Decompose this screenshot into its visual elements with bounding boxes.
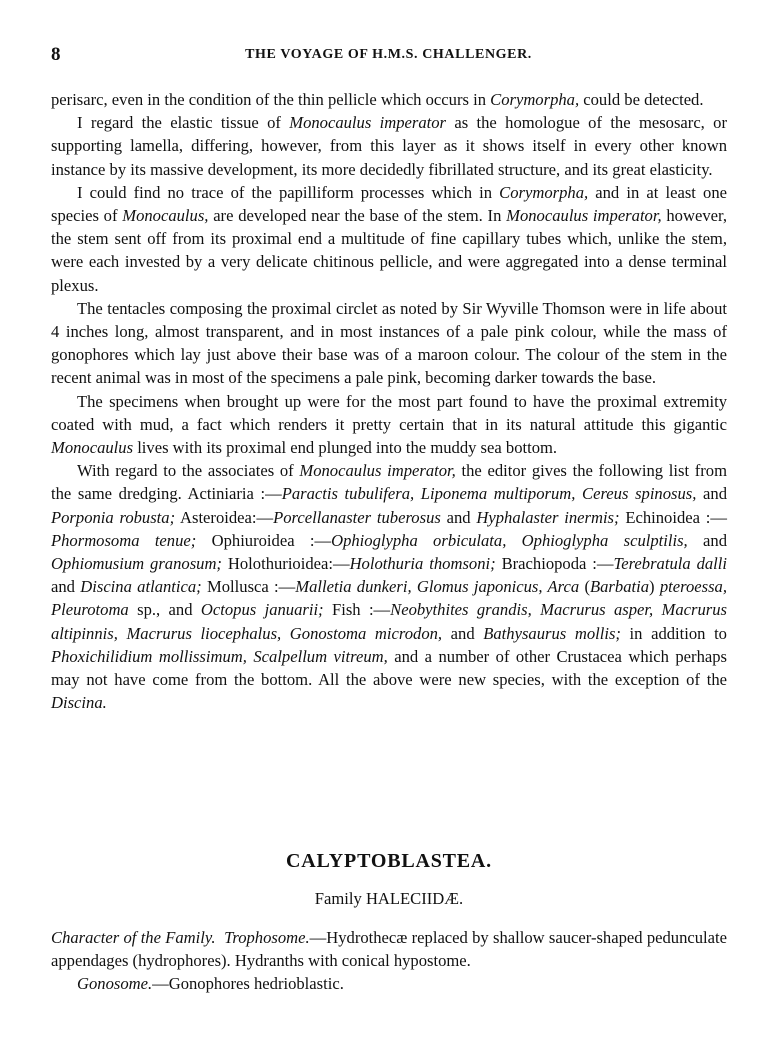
family-heading (51, 889, 727, 909)
italic-text: Monocaulus imperator, (299, 461, 456, 481)
character-label: Character of the Family. (51, 928, 216, 947)
text-run: the editor gives the following list from the same dredging. Actiniaria :— (51, 461, 727, 504)
italic-text: Octopus januarii; (200, 600, 324, 620)
gonosome-text: —Gonophores hedrioblastic. (152, 974, 344, 994)
text-run: in addition to (620, 623, 727, 643)
text-run: Echinoidea :— (619, 507, 727, 527)
text-run: Mollusca :— (201, 577, 296, 597)
gonosome-label: Gonosome. (77, 974, 153, 994)
italic-text: Corymorpha, (490, 90, 580, 109)
paragraph (51, 88, 727, 111)
paragraph (51, 181, 727, 297)
text-run: perisarc, even in the condition of the thin pellicle which occurs in (51, 90, 491, 109)
body-text (51, 88, 727, 714)
italic-text: Ophiomusium granosum; (51, 554, 222, 574)
italic-text: Monocaulus imperator, (506, 206, 662, 226)
italic-text: Barbatia (590, 577, 650, 597)
family-heading-text: Family HALECIIDÆ. (314, 889, 464, 908)
text-run: ( (579, 577, 590, 597)
text-run: sp., and (128, 600, 201, 620)
text-run: and (696, 484, 727, 504)
page-header (51, 44, 726, 66)
text-run: ) (649, 577, 660, 597)
italic-text: Discina atlantica; (80, 577, 202, 597)
text-run: and (51, 577, 81, 597)
text-run: Brachiopoda :— (495, 554, 614, 574)
paragraph (51, 297, 727, 390)
italic-text: Malletia dunkeri, Glomus japonicus, Arca (295, 577, 580, 597)
text-run: Asteroidea:— (175, 507, 274, 527)
italic-text: Ophioglypha orbiculata, Ophioglypha sculptilis, (331, 530, 688, 550)
text-run: and a number of other Crustacea which perhaps may not have come from the bottom. All the above were new species, with the exception of the (51, 646, 727, 690)
text-run: and in at least one species of (51, 182, 727, 226)
italic-text: Hyphalaster inermis; (476, 507, 620, 527)
text-run: Holothurioidea:— (221, 554, 350, 574)
italic-text: Porcellanaster tuberosus (273, 507, 441, 527)
italic-text: Bathysaurus mollis; (483, 623, 621, 643)
trophosome-label: Trophosome. (224, 928, 310, 947)
italic-text: Monocaulus (51, 438, 134, 458)
family-character (51, 926, 727, 996)
text-run: Ophiuroidea :— (196, 530, 332, 550)
paragraph (51, 111, 727, 181)
text-run: as the homologue of the mesosarc, or supporting lamella, differing, however, from this layer as it shows itself in every other known instance by its massive development, its more decidedly fibrillated structure, and its great elasticity. (51, 113, 727, 179)
trophosome-text: —Hydrothecæ replaced by shallow saucer-shaped pedunculate appendages (hydrophores). Hydranths with conical hypostome. (51, 928, 727, 971)
text-run: and (687, 530, 727, 550)
text-run: I could find no trace of the papilliform processes which in (77, 182, 500, 202)
paragraph (51, 390, 727, 460)
paragraph (51, 459, 727, 714)
running-head: THE VOYAGE OF H.M.S. CHALLENGER. (245, 47, 532, 62)
text-run: however, the stem sent off from its proximal end a multitude of fine capillary tubes which, unlike the stem, were each invested by a very delicate chitinous pellicle, and were aggregated into a dense terminal plexus. (51, 206, 727, 295)
italic-text: Neobythites grandis, Macrurus asper, Macrurus altipinnis, Macrurus liocephalus, Gonostoma microdon, (51, 600, 727, 643)
text-run: I regard the elastic tissue of (77, 113, 290, 133)
text-run: With regard to the associates of (77, 461, 300, 481)
text-run: Fish :— (323, 600, 391, 620)
page-number: 8 (51, 44, 61, 65)
text-run: The tentacles composing the proximal circlet as noted by Sir Wyville Thomson were in life about 4 inches long, almost transparent, and in most instances of a pale pink colour, while the mass of gonophores which lay just above their base was of a maroon colour. The colour of the stem in the recent animal was in most of the specimens a pale pink, becoming darker towards the base. (51, 298, 727, 388)
text-run: could be detected. (579, 90, 704, 109)
italic-text: Corymorpha, (499, 182, 589, 202)
text-run: lives with its proximal end plunged into the muddy sea bottom. (133, 438, 558, 458)
italic-text: Monocaulus imperator (289, 113, 447, 133)
italic-text: Phoxichilidium mollissimum, Scalpellum vitreum, (51, 646, 388, 666)
text-run: and (440, 507, 477, 527)
italic-text: Phormosoma tenue; (51, 530, 197, 550)
italic-text: Porponia robusta; (51, 507, 176, 527)
italic-text: Terebratula dalli (613, 554, 728, 574)
italic-text: pteroessa, Pleurotoma (51, 577, 727, 620)
italic-text: Paractis tubulifera, Liponema multiporum, Cereus spinosus, (281, 484, 697, 504)
italic-text: Discina. (51, 693, 107, 713)
section-heading: CALYPTOBLASTEA. (286, 850, 492, 872)
italic-text: Holothuria thomsoni; (349, 554, 496, 574)
italic-text: Monocaulus, (122, 206, 209, 226)
text-run: The specimens when brought up were for the most part found to have the proximal extremity coated with mud, a fact which renders it pretty certain that in its natural attitude this gigantic (51, 391, 727, 434)
text-run: and (442, 623, 484, 643)
text-run: are developed near the base of the stem. In (208, 206, 507, 226)
